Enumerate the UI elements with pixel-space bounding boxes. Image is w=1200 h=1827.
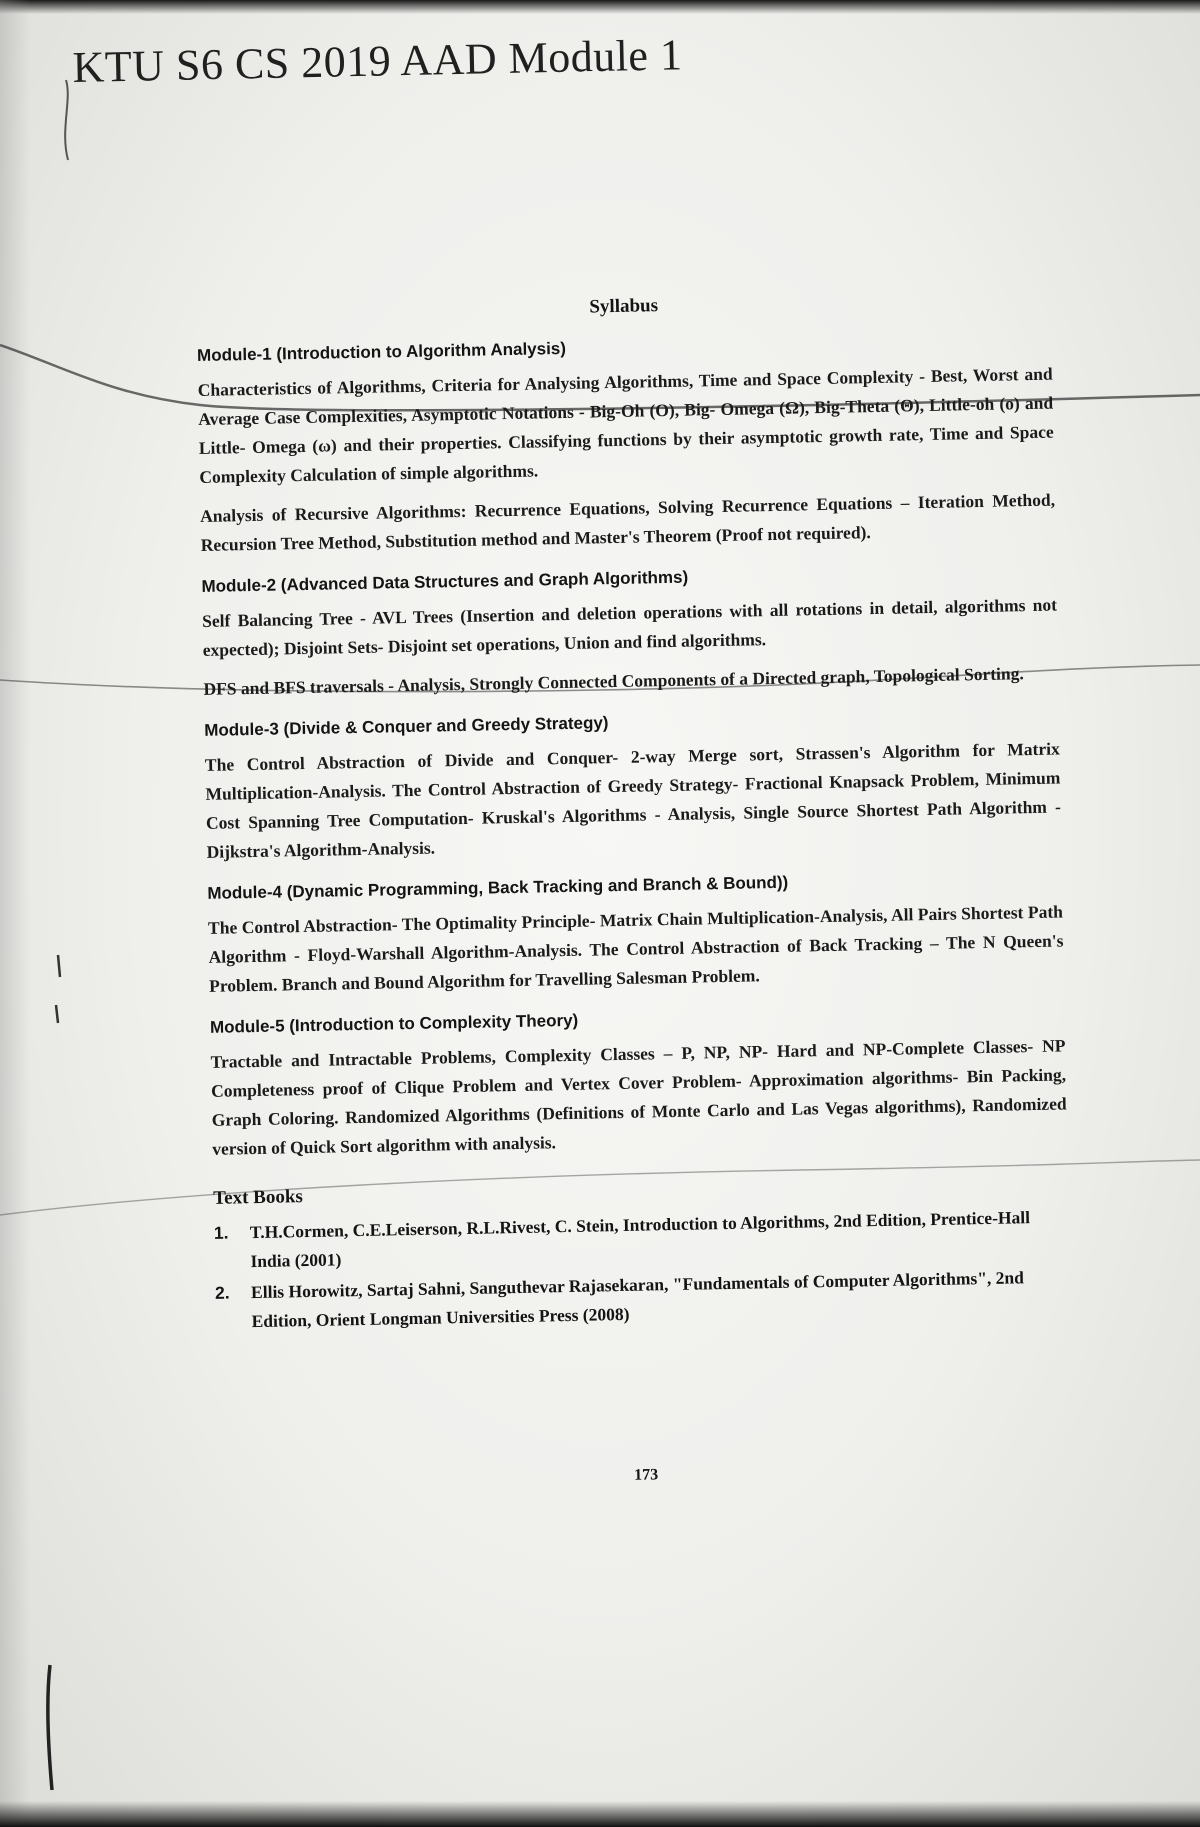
module-heading: Module-1 (Introduction to Algorithm Analysis) (196, 338, 567, 365)
module-2 (201, 556, 1058, 704)
top-edge-shadow (0, 0, 1200, 14)
module-paragraph: DFS and BFS traversals - Analysis, Strongly Connected Components of a Directed graph, Topological Sorting. (203, 663, 1024, 699)
syllabus-heading: Syllabus (589, 295, 659, 318)
left-edge-shade (0, 0, 30, 1827)
module-paragraph: Tractable and Intractable Problems, Complexity Classes – P, NP, NP- Hard and NP-Complete Classes- NP Completeness proof of Clique Problem and Vertex Cover Problem- Approximation algorithms- Bin Packing, Graph Coloring. Randomized Algorithms (Definitions of Monte Carlo and Las Vegas algorithms), Randomized version of Quick Sort algorithm with analysis. (210, 1035, 1067, 1159)
text-book-citation: Ellis Horowitz, Sartaj Sahni, Sanguthevar Rajasekaran, "Fundamentals of Computer Algorithms", 2nd Edition, Orient Longman Universities Press (2008) (250, 1267, 1025, 1332)
module-heading: Module-4 (Dynamic Programming, Back Tracking and Branch & Bound)) (207, 872, 789, 903)
module-3 (204, 700, 1062, 867)
document-title: KTU S6 CS 2019 AAD Module 1 (72, 30, 683, 92)
module-5 (210, 996, 1068, 1163)
text-book-citation: T.H.Cormen, C.E.Leiserson, R.L.Rivest, C. Stein, Introduction to Algorithms, 2nd Edition, Prentice-Hall India (2001) (249, 1207, 1031, 1272)
module-paragraph: Self Balancing Tree - AVL Trees (Insertion and deletion operations with all rotations in detail, algorithms not expected); Disjoint Sets- Disjoint set operations, Union and find algorithms. (201, 594, 1058, 660)
page-number: 173 (633, 1466, 659, 1484)
module-paragraph: Characteristics of Algorithms, Criteria for Analysing Algorithms, Time and Space Complexity - Best, Worst and Average Case Complexities, Asymptotic Notations - Big-Oh (O), Big- Omega (Ω), Big-Theta (Θ), Little-oh (o) and Little- Omega (ω) and their properties. Classifying functions by their asymptotic growth rate, Time and Space Complexity Calculation of simple algorithms. (197, 363, 1054, 487)
module-heading: Module-3 (Divide & Conquer and Greedy Strategy) (204, 713, 609, 740)
module-heading: Module-5 (Introduction to Complexity Theory) (209, 1010, 579, 1037)
text-books-list (214, 1202, 1071, 1336)
text-book-number: 1. (213, 1222, 229, 1243)
bottom-edge-shadow (0, 1801, 1200, 1827)
module-paragraph: The Control Abstraction- The Optimality Principle- Matrix Chain Multiplication-Analysis, All Pairs Shortest Path Algorithm - Floyd-Warshall Algorithm-Analysis. The Control Abstraction of Back Tracking – The N Queen's Problem. Branch and Bound Algorithm for Travelling Salesman Problem. (207, 901, 1064, 996)
module-4 (207, 862, 1064, 1000)
margin-tick-1 (58, 955, 60, 977)
module-1 (197, 325, 1056, 560)
module-paragraph: Analysis of Recursive Algorithms: Recurrence Equations, Solving Recurrence Equations – Iteration Method, Recursion Tree Method, Substitution method and Master's Theorem (Proof not required). (199, 489, 1056, 555)
module-heading: Module-2 (Advanced Data Structures and Graph Algorithms) (201, 567, 689, 596)
text-books-heading: Text Books (213, 1186, 304, 1209)
module-paragraph: The Control Abstraction of Divide and Conquer- 2-way Merge sort, Strassen's Algorithm for Matrix Multiplication-Analysis. The Control Abstraction of Greedy Strategy- Fractional Knapsack Problem, Minimum Cost Spanning Tree Computation- Kruskal's Algorithms - Analysis, Single Source Shortest Path Algorithm - Dijkstra's Algorithm-Analysis. (204, 738, 1062, 862)
text-book-number: 2. (214, 1282, 230, 1303)
margin-bracket-top (65, 80, 68, 160)
syllabus-content (196, 284, 1074, 1498)
margin-tick-2 (56, 1005, 58, 1023)
margin-bracket-bottom (48, 1665, 52, 1790)
